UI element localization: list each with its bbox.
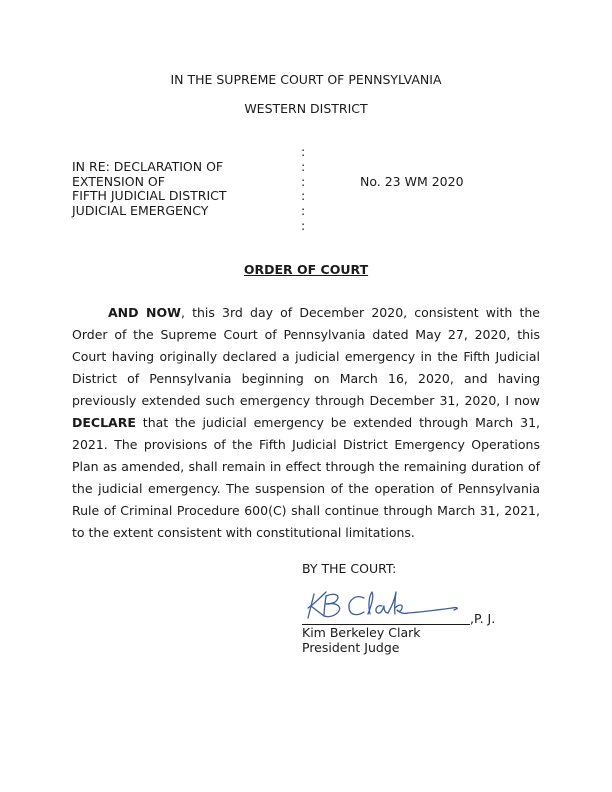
handwritten-signature [302,586,472,624]
caption-separator: : [301,144,306,159]
caption-separator: : [301,188,306,204]
by-the-court-label: BY THE COURT: [302,561,397,576]
order-body [72,302,540,544]
judge-title: President Judge [302,640,400,655]
order-text-part2: that the judicial emergency be extended through March 31, 2021. The provisions of the Fifth Judicial District Emergency Operations Plan as amended, shall remain in effect through the remaining duration of the judicial emergency. The suspension of the operation of Pennsylvania Rule of Criminal Procedure 600(C) shall continue through March 31, 2021, to the extent consistent with constitutional limitations. [72,415,540,540]
docket-number: No. 23 WM 2020 [360,174,464,189]
caption-line: JUDICIAL EMERGENCY [72,202,209,218]
caption-separator: : [301,173,306,189]
signature-image [302,586,472,624]
district-heading: WESTERN DISTRICT [244,101,368,116]
judge-block [302,625,420,655]
caption-separator: : [301,203,306,219]
order-text-part1: , this 3rd day of December 2020, consistent with the Order of the Supreme Court of Pennsylvania dated May 27, 2020, this Court having originally declared a judicial emergency in the Fifth Judicial District of Pennsylvania beginning on March 16, 2020, and having previously extended such emergency through December 31, 2020, I now [72,305,540,408]
pj-suffix: ,P. J. [470,611,496,626]
court-heading: IN THE SUPREME COURT OF PENNSYLVANIA [170,72,442,87]
judge-name: Kim Berkeley Clark [302,625,421,640]
caption-separator: : [301,217,306,233]
case-caption [72,160,227,218]
caption-line: EXTENSION OF [72,173,165,189]
caption-line: FIFTH JUDICIAL DISTRICT [72,188,227,203]
order-title: ORDER OF COURT [243,262,369,277]
order-lead: AND NOW [108,305,181,320]
declare-keyword: DECLARE [72,415,136,430]
caption-separator: : [301,158,306,174]
caption-separator-column [301,145,305,234]
caption-line: IN RE: DECLARATION OF [72,159,224,174]
